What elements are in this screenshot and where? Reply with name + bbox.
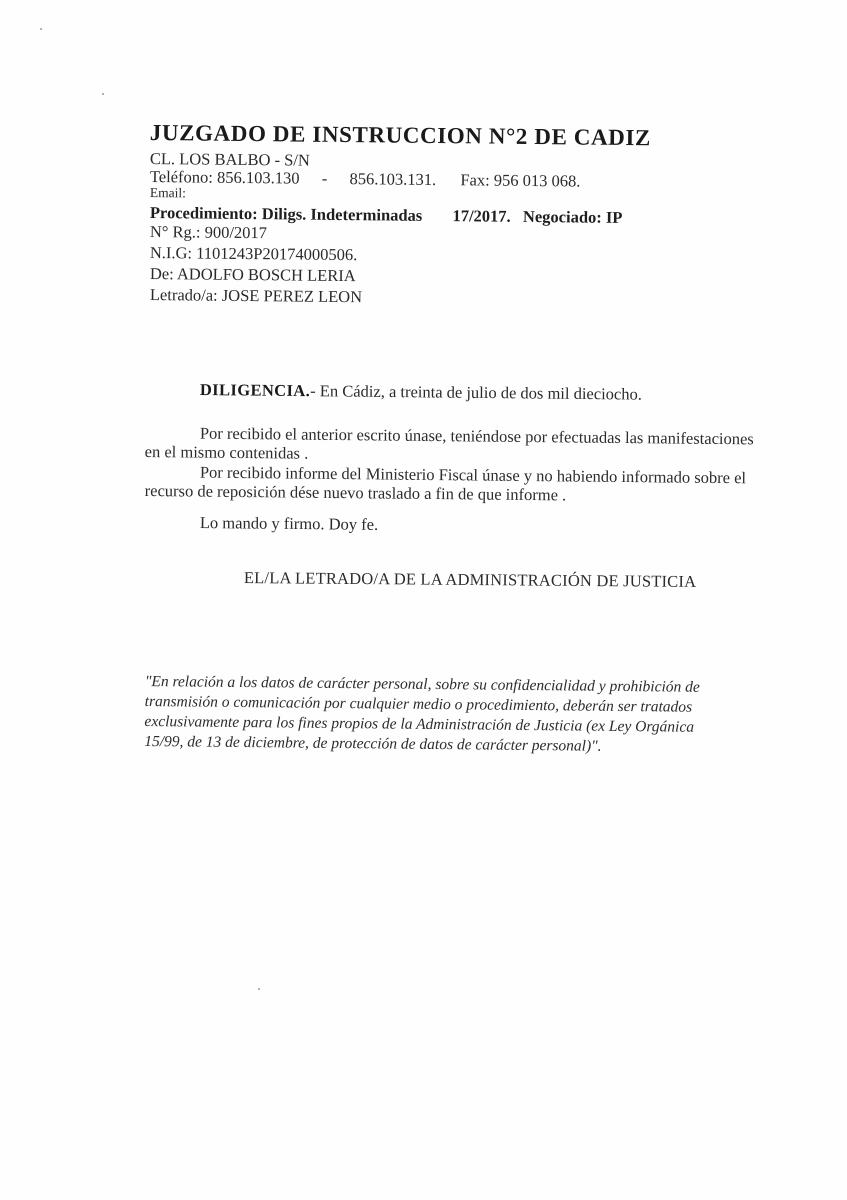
privacy-line: transmisión o comunicación por cualquier medio o procedimiento, deberán ser tratados: [144, 692, 693, 716]
closing-formula: Lo mando y firmo. Doy fe.: [199, 513, 379, 534]
court-address: CL. LOS BALBO - S/N: [149, 149, 310, 170]
procedimiento-type: Procedimiento: Diligs. Indeterminadas: [149, 203, 423, 225]
privacy-line: "En relación a los datos de carácter personal, sobre su confidencialidad y prohibición de: [144, 672, 700, 696]
scan-speck: [258, 988, 260, 990]
signature-role: EL/LA LETRADO/A DE LA ADMINISTRACIÓN DE JUSTICIA: [243, 568, 697, 591]
privacy-line: exclusivamente para los fines propios de la Administración de Justicia (ex Ley Orgánica: [144, 712, 695, 736]
paragraph-line: Por recibido informe del Ministerio Fiscal únase y no habiendo informado sobre el: [199, 462, 747, 488]
fax-number: Fax: 956 013 068.: [460, 170, 581, 191]
paragraph-line: en el mismo contenidas .: [144, 441, 309, 463]
registro-number: N° Rg.: 900/2017: [149, 222, 268, 243]
scan-speck: [102, 93, 104, 95]
paragraph-line: recurso de reposición dése nuevo traslado a fin de que informe .: [144, 480, 567, 505]
party-name: De: ADOLFO BOSCH LERIA: [149, 264, 356, 286]
lawyer-name: Letrado/a: JOSE PEREZ LEON: [149, 285, 363, 307]
paragraph-escrito: [145, 423, 785, 468]
contact-line: [150, 167, 581, 192]
procedimiento-number: 17/2017.: [452, 206, 511, 226]
nig-number: N.I.G: 1101243P20174000506.: [149, 243, 358, 265]
phone-number: Teléfono: 856.103.130: [149, 167, 300, 188]
phone-separator: -: [321, 168, 328, 188]
diligencia-date: - En Cádiz, a treinta de julio de dos mil dieciocho.: [310, 381, 643, 404]
court-title: JUZGADO DE INSTRUCCION N°2 DE CADIZ: [149, 120, 652, 151]
negociado: Negociado: IP: [522, 206, 623, 227]
scan-speck: [40, 28, 42, 30]
paragraph-informe: [145, 462, 785, 507]
paragraph-line: Por recibido el anterior escrito únase, teniéndose por efectuadas las manifestaciones: [199, 423, 754, 449]
diligencia-label: DILIGENCIA.: [199, 380, 311, 401]
phone-number-secondary: 856.103.131.: [349, 169, 437, 189]
privacy-line: 15/99, de 13 de diciembre, de protección de datos de carácter personal)".: [144, 732, 602, 755]
email-label: Email:: [149, 185, 186, 201]
diligencia-heading: [200, 380, 642, 405]
privacy-notice: [144, 672, 775, 759]
